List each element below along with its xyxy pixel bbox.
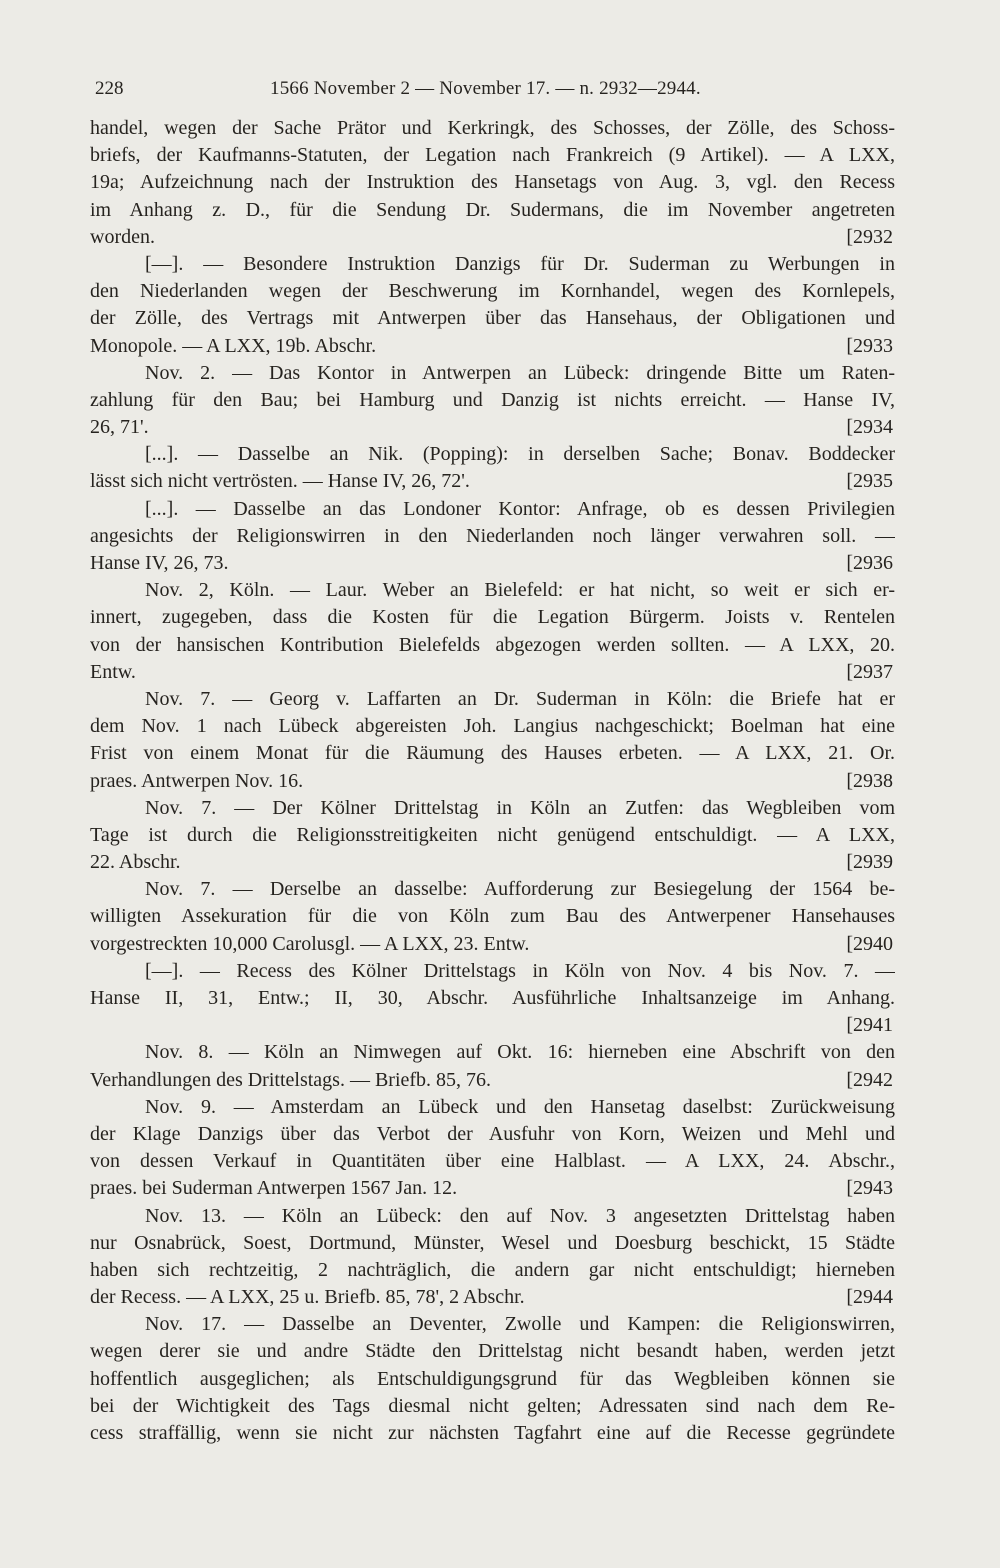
entry-line: [90, 876, 895, 903]
entry-number: [2935: [846, 470, 893, 493]
entry-line: [90, 197, 895, 224]
register-entry: [90, 1311, 895, 1447]
entry-line: [90, 849, 895, 876]
entry-line: [90, 740, 895, 767]
entry-line-text: [...]. — Dasselbe an das Londoner Kontor: Anfrage, ob es dessen Privilegien: [145, 497, 895, 520]
entry-line: [90, 333, 895, 360]
entry-line-text: cess straffällig, wenn sie nicht zur nächsten Tagfahrt eine auf die Recesse gegründete: [90, 1422, 895, 1444]
entry-line-text: Frist von einem Monat für die Räumung des Hauses erbeten. — A LXX, 21. Or.: [90, 742, 895, 765]
entry-line: [90, 985, 895, 1012]
entry-line-text: Nov. 17. — Dasselbe an Deventer, Zwolle und Kampen: die Religionswirren,: [145, 1313, 895, 1336]
entry-line: [90, 1366, 895, 1393]
entry-line-text: handel, wegen der Sache Prätor und Kerkringk, des Schosses, der Zölle, des Schoss-: [90, 117, 895, 139]
entry-line: [90, 1203, 895, 1230]
entry-line: [90, 360, 895, 387]
entry-line: [90, 468, 895, 495]
entry-line: [90, 305, 895, 332]
entry-number: [2938: [846, 769, 893, 792]
entry-line-text: vorgestreckten 10,000 Carolusgl. — A LXX, 23. Entw.: [90, 932, 530, 955]
register-entry: [90, 577, 895, 686]
entry-line: [90, 604, 895, 631]
entry-line: [90, 1121, 895, 1148]
entry-line-text: Nov. 7. — Georg v. Laffarten an Dr. Suderman in Köln: die Briefe hat er: [145, 687, 895, 710]
entry-line: [90, 441, 895, 468]
entry-line-text: Monopole. — A LXX, 19b. Abschr.: [90, 334, 377, 357]
entry-line-text: praes. bei Suderman Antwerpen 1567 Jan. 12.: [90, 1177, 458, 1200]
register-entry: [90, 115, 895, 251]
entry-line-text: praes. Antwerpen Nov. 16.: [90, 769, 304, 792]
entry-line: [90, 795, 895, 822]
register-entry: [90, 876, 895, 958]
entry-line-text: der Recess. — A LXX, 25 u. Briefb. 85, 78', 2 Abschr.: [90, 1286, 525, 1309]
entry-line: [90, 958, 895, 985]
entry-line-text: Hanse II, 31, Entw.; II, 30, Abschr. Ausführliche Inhaltsanzeige im Anhang.: [90, 987, 895, 1009]
page-body: [90, 115, 895, 1447]
entry-line-text: Nov. 7. — Der Kölner Drittelstag in Köln an Zutfen: das Wegbleiben vom: [145, 796, 895, 819]
entry-line-text: Nov. 2, Köln. — Laur. Weber an Bielefeld: er hat nicht, so weit er sich er-: [145, 579, 895, 602]
entry-line-text: Nov. 8. — Köln an Nimwegen auf Okt. 16: hierneben eine Abschrift von den: [145, 1041, 895, 1064]
entry-line-text: von dessen Verkauf in Quantitäten über eine Halblast. — A LXX, 24. Abschr.,: [90, 1150, 895, 1173]
entry-number: [2937: [846, 660, 893, 683]
entry-line: [90, 1039, 895, 1066]
entry-line-text: Verhandlungen des Drittelstags. — Briefb. 85, 76.: [90, 1068, 492, 1091]
entry-line: [90, 1257, 895, 1284]
register-entry: [90, 360, 895, 442]
entry-line: [90, 1230, 895, 1257]
entry-line-text: nur Osnabrück, Soest, Dortmund, Münster, Wesel und Doesburg beschickt, 15 Städte: [90, 1231, 895, 1254]
register-entry: [90, 795, 895, 877]
entry-line-text: Hanse IV, 26, 73.: [90, 552, 229, 574]
page-number: 228: [95, 78, 124, 99]
entry-line-text: den Niederlanden wegen der Beschwerung im Kornhandel, wegen des Kornlepels,: [90, 280, 895, 303]
entry-line-text: briefs, der Kaufmanns-Statuten, der Legation nach Frankreich (9 Artikel). — A LXX,: [90, 144, 895, 167]
register-entry: [90, 441, 895, 495]
entry-line-text: der Zölle, des Vertrags mit Antwerpen über das Hansehaus, der Obligationen und: [90, 307, 895, 330]
entry-line-text: 19a; Aufzeichnung nach der Instruktion des Hansetags von Aug. 3, vgl. den Recess: [90, 171, 895, 194]
entry-line-text: 26, 71'.: [90, 416, 149, 439]
entry-number: [2936: [846, 552, 893, 574]
entry-line-text: dem Nov. 1 nach Lübeck abgereisten Joh. Langius nachgeschickt; Boelman hat eine: [90, 715, 895, 738]
register-entry: [90, 686, 895, 795]
entry-line-text: lässt sich nicht vertrösten. — Hanse IV, 26, 72'.: [90, 470, 470, 493]
entry-line: [90, 142, 895, 169]
entry-line: [90, 251, 895, 278]
entry-line-text: im Anhang z. D., für die Sendung Dr. Sudermans, die im November angetreten: [90, 198, 895, 221]
entry-line: [90, 1284, 895, 1311]
entry-line: [90, 1175, 895, 1202]
entry-line-text: angesichts der Religionswirren in den Niederlanden noch länger verwahren soll. —: [90, 524, 895, 547]
entry-line: [90, 550, 895, 577]
entry-line: [90, 1338, 895, 1365]
entry-number: [2942: [846, 1068, 893, 1091]
entry-line-text: zahlung für den Bau; bei Hamburg und Danzig ist nichts erreicht. — Hanse IV,: [90, 388, 895, 411]
entry-line-text: der Klage Danzigs über das Verbot der Ausfuhr von Korn, Weizen und Mehl und: [90, 1122, 895, 1145]
entry-line-text: willigten Assekuration für die von Köln zum Bau des Antwerpener Hansehauses: [90, 905, 895, 928]
entry-line-text: haben sich rechtzeitig, 2 nachträglich, die andern gar nicht entschuldigt; hierneben: [90, 1258, 895, 1281]
entry-line: [90, 686, 895, 713]
entry-line: [90, 931, 895, 958]
entry-number: [2932: [846, 225, 893, 248]
register-entry: [90, 1039, 895, 1093]
entry-line: [90, 903, 895, 930]
entry-line-text: Nov. 13. — Köln an Lübeck: den auf Nov. 3 angesetzten Drittelstag haben: [145, 1204, 895, 1227]
entry-line-text: Nov. 7. — Derselbe an dasselbe: Aufforderung zur Besiegelung der 1564 be-: [145, 878, 895, 901]
entry-line: [90, 278, 895, 305]
entry-line: [90, 659, 895, 686]
entry-line: [90, 1094, 895, 1121]
entry-line: [90, 1067, 895, 1094]
entry-line: [90, 414, 895, 441]
entry-line-text: innert, zugegeben, dass die Kosten für die Legation Bürgerm. Joists v. Rentelen: [90, 606, 895, 629]
entry-line: [90, 1420, 895, 1447]
entry-line-text: bei der Wichtigkeit des Tags diesmal nicht gelten; Adressaten sind nach dem Re-: [90, 1394, 895, 1417]
entry-line: [90, 523, 895, 550]
entry-line-text: worden.: [90, 225, 155, 248]
entry-line: [90, 713, 895, 740]
entry-number: [2943: [846, 1177, 893, 1200]
entry-line: [90, 169, 895, 196]
entry-line-text: [...]. — Dasselbe an Nik. (Popping): in derselben Sache; Bonav. Boddecker: [145, 443, 895, 466]
entry-line-text: Nov. 2. — Das Kontor in Antwerpen an Lübeck: dringende Bitte um Raten-: [145, 361, 895, 384]
entry-line: [90, 822, 895, 849]
entry-line-text: [—]. — Besondere Instruktion Danzigs für Dr. Suderman zu Werbungen in: [145, 252, 895, 275]
entry-line: [90, 115, 895, 142]
register-entry: [90, 1203, 895, 1312]
entry-line: [90, 577, 895, 604]
entry-line-text: Entw.: [90, 660, 136, 683]
entry-line: [90, 1311, 895, 1338]
entry-line-text: wegen derer sie und andre Städte den Drittelstag nicht besandt haben, werden jetzt: [90, 1340, 895, 1363]
entry-number: [2933: [846, 334, 893, 357]
entry-number: [2939: [846, 851, 893, 874]
entry-line-text: 22. Abschr.: [90, 851, 181, 874]
entry-line-text: von der hansischen Kontribution Bielefelds abgezogen werden sollten. — A LXX, 20.: [90, 633, 895, 656]
entry-line-text: Tage ist durch die Religionsstreitigkeiten nicht genügend entschuldigt. — A LXX,: [90, 823, 895, 846]
entry-line-text: Nov. 9. — Amsterdam an Lübeck und den Hansetag daselbst: Zurückweisung: [145, 1095, 895, 1118]
entry-line: [90, 1393, 895, 1420]
running-head: 1566 November 2 — November 17. — n. 2932—2944.: [270, 78, 701, 99]
entry-number: [2934: [846, 416, 893, 439]
page-header: [95, 74, 905, 104]
entry-number: [2941: [846, 1014, 893, 1037]
entry-line: [90, 387, 895, 414]
entry-line: [90, 1012, 895, 1039]
entry-line: [90, 1148, 895, 1175]
entry-number: [2940: [846, 932, 893, 955]
register-entry: [90, 1094, 895, 1203]
register-entry: [90, 958, 895, 1040]
entry-line-text: hoffentlich ausgeglichen; als Entschuldigungsgrund für das Wegbleiben können sie: [90, 1367, 895, 1390]
register-entry: [90, 251, 895, 360]
register-entry: [90, 496, 895, 578]
entry-number: [2944: [846, 1286, 893, 1309]
entry-line: [90, 224, 895, 251]
entry-line: [90, 768, 895, 795]
entry-line: [90, 496, 895, 523]
entry-line-text: [—]. — Recess des Kölner Drittelstags in Köln von Nov. 4 bis Nov. 7. —: [145, 959, 895, 982]
entry-line: [90, 632, 895, 659]
